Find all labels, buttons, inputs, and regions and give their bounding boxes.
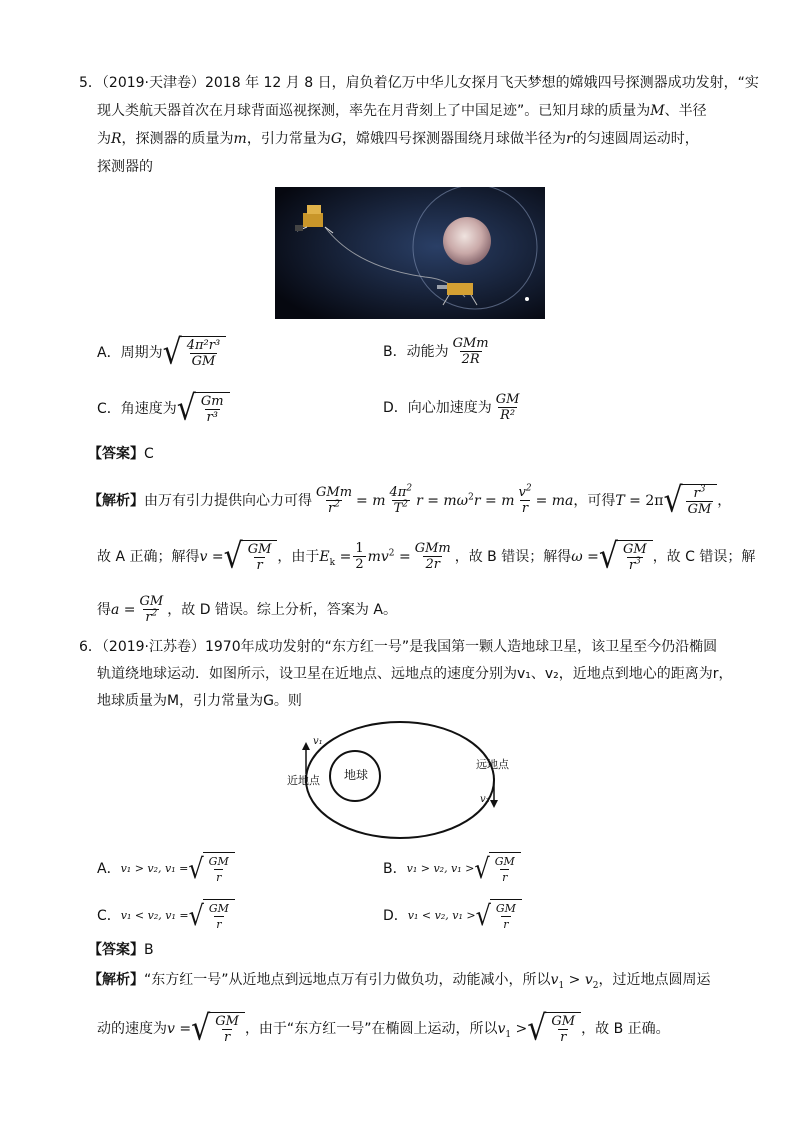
q5-analysis-line-3: 得 a = $\frac{GM}{r^2}$ ，故 D 错误。综上分析，答案为 A。 bbox=[97, 594, 397, 625]
q5-option-b: B．动能为 $\frac{\text{GMm}}{2R}$ bbox=[383, 336, 489, 367]
v1-label: v₁ bbox=[313, 736, 323, 747]
orbit-diagram bbox=[282, 718, 522, 842]
change4-photo bbox=[275, 187, 545, 319]
q6-option-a: A． v₁ > v₂, v₁ = √ $\frac{GM}{r}$ bbox=[97, 852, 235, 885]
orbit-ellipse bbox=[306, 722, 494, 838]
v2-label: v₂ bbox=[480, 794, 490, 805]
sqrt-expression: √ $\frac{\text{4π²r³}}{GM}$ bbox=[163, 336, 227, 369]
apogee-label: 远地点 bbox=[476, 758, 509, 771]
q6-line-3: 地球质量为M，引力常量为G。则 bbox=[97, 693, 302, 709]
q5-option-a: A．周期为 √ $\frac{\text{4π²r³}}{GM}$ bbox=[97, 336, 226, 369]
earth-label: 地球 bbox=[344, 768, 369, 782]
q6-answer: 【答案】B bbox=[88, 942, 154, 958]
q5-line-1: 5．（2019·天津卷）2018 年 12 月 8 日，肩负着亿万中华儿女探月飞天梦想的嫦娥四号探测器成功发射，“实 bbox=[79, 75, 759, 91]
q6-option-c: C． v₁ < v₂, v₁ = √ $\frac{GM}{r}$ bbox=[97, 899, 235, 932]
q5-line-4: 探测器的 bbox=[97, 159, 153, 175]
q6-line-1: 6．（2019·江苏卷）1970年成功发射的“东方红一号”是我国第一颗人造地球卫星，该卫星至今仍沿椭圆 bbox=[79, 639, 718, 655]
q6-analysis-line-1: 【解析】 “东方红一号”从近地点到远地点万有引力做负功，动能减小，所以 $v_1 > v_2$ ，过近地点圆周运 bbox=[88, 972, 711, 991]
q5-line-2: 现人类航天器首次在月球背面巡视探测，率先在月背刻上了中国足迹”。已知月球的质量为M、半径 bbox=[97, 103, 707, 119]
q6-option-b: B． v₁ > v₂, v₁ > √ $\frac{GM}{r}$ bbox=[383, 852, 521, 885]
q6-option-d: D． v₁ < v₂, v₁ > √ $\frac{GM}{r}$ bbox=[383, 899, 522, 932]
q5-option-d: D．向心加速度为 $\frac{GM}{\text{R²}}$ bbox=[383, 392, 520, 423]
q5-line-3: 为R，探测器的质量为m，引力常量为G，嫦娥四号探测器围绕月球做半径为r的匀速圆周运动时， bbox=[97, 131, 699, 147]
change4-illustration bbox=[275, 187, 545, 319]
q5-option-c: C．角速度为 √ $\frac{Gm}{\text{r³}}$ bbox=[97, 392, 230, 425]
q5-analysis-line-1: 【解析】 由万有引力提供向心力可得 $\frac{\text{GMm}}{r^2}$ = m $\frac{4\pi^2}{T^2}$ $r = m\omega^2r = m$ $\frac{v^2}{r}$ = ma ，可得 T = 2π √ $\frac{r^3}{GM}$ ， bbox=[88, 479, 732, 521]
q5-analysis-line-2: 故 A 正确；解得 v = √ $\frac{GM}{r}$ ，由于 $E_k$ = $\frac{1}{2}$ $mv^2$ = $\frac{\text{GMm}}{2r}$ ，故 B 错误；解得 ω = √ $\frac{GM}{r^3}$ ，故 C 错误；解 bbox=[97, 535, 756, 577]
q6-line-2: 轨道绕地球运动．如图所示，设卫星在近地点、远地点的速度分别为v₁、v₂，近地点到地心的距离为r， bbox=[97, 666, 733, 682]
q6-analysis-line-2: 动的速度为 v = √ $\frac{GM}{r}$ ，由于“东方红一号”在椭圆上运动，所以 $v_1$ > √ $\frac{GM}{r}$ ，故 B 正确。 bbox=[97, 1007, 670, 1049]
q5-answer: 【答案】C bbox=[88, 446, 154, 462]
perigee-label: 近地点 bbox=[287, 774, 320, 787]
